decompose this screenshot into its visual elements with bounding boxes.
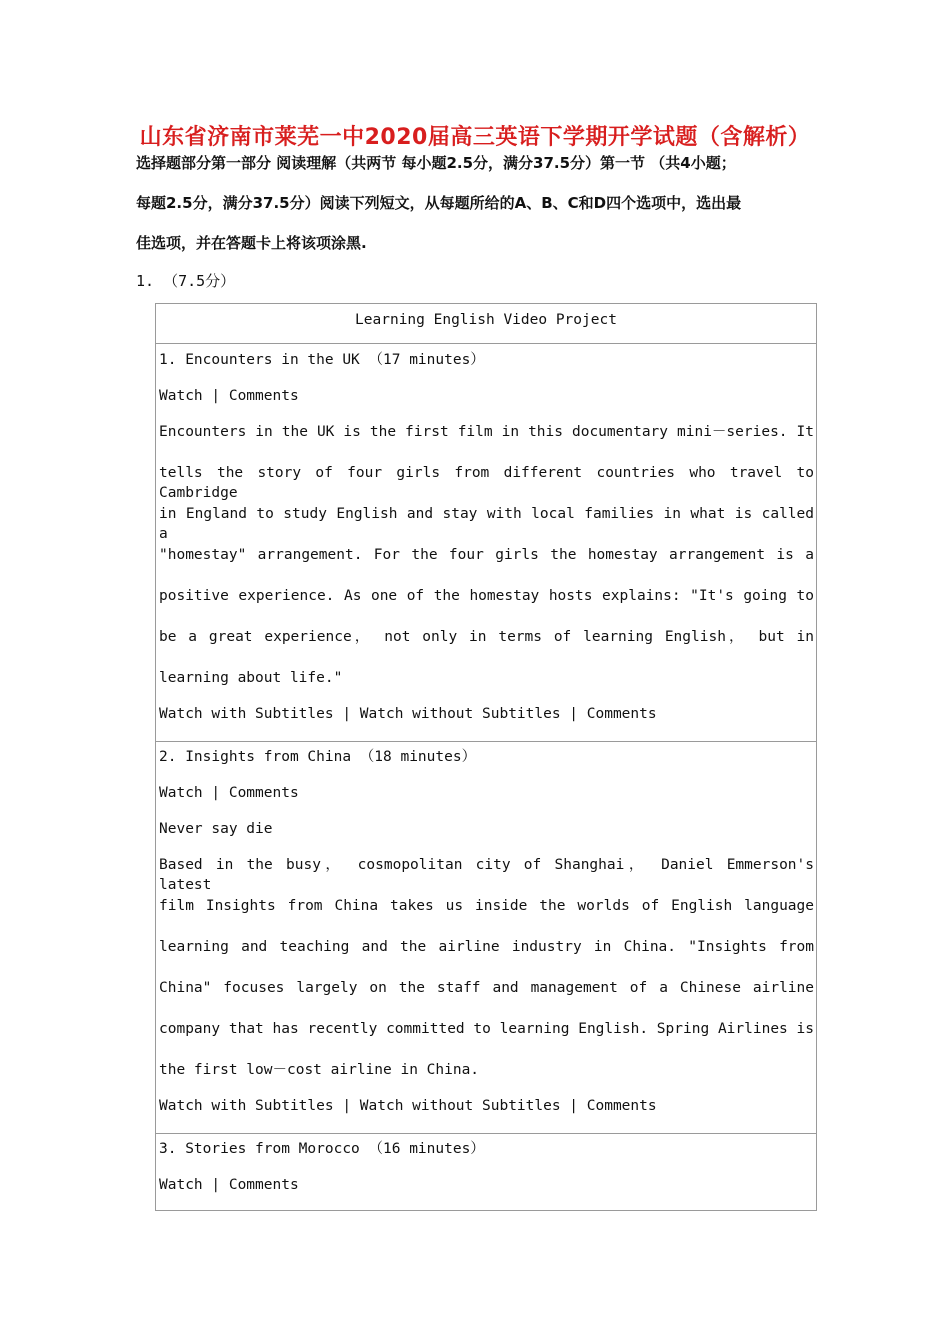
paragraph-line: be a great experience， not only in terms of learning English， but in: [159, 629, 814, 645]
table-heading-row: [156, 304, 816, 344]
paragraph-line: company that has recently committed to learning English. Spring Airlines is: [159, 1021, 814, 1037]
watch-comments-links[interactable]: Watch | Comments: [159, 785, 299, 801]
instructions-line-2: 每题2.5分，满分37.5分）阅读下列短文，从每题所给的A、B、C和D四个选项中，选出最: [136, 194, 742, 212]
paragraph-line: film Insights from China takes us inside the worlds of English language: [159, 898, 814, 914]
video-title: 2. Insights from China （18 minutes）: [159, 749, 477, 765]
paragraph-line: "homestay" arrangement. For the four girls the homestay arrangement is a: [159, 547, 814, 563]
instructions-line-1: 选择题部分第一部分 阅读理解（共两节 每小题2.5分，满分37.5分）第一节 （共4小题；: [136, 154, 736, 172]
video-subtitle: Never say die: [159, 821, 273, 837]
paragraph-line: Encounters in the UK is the first film in this documentary mini－series. It: [159, 424, 814, 440]
paragraph-line: the first low－cost airline in China.: [159, 1062, 480, 1078]
subtitle-links[interactable]: Watch with Subtitles | Watch without Subtitles | Comments: [159, 1098, 657, 1114]
subtitle-links[interactable]: Watch with Subtitles | Watch without Subtitles | Comments: [159, 706, 657, 722]
video-project-table: [155, 303, 817, 1211]
paragraph-line: Based in the busy， cosmopolitan city of Shanghai， Daniel Emmerson's latest: [159, 857, 814, 893]
paragraph-line: learning about life.": [159, 670, 343, 686]
table-heading: Learning English Video Project: [355, 312, 617, 328]
paragraph-line: in England to study English and stay with local families in what is called a: [159, 506, 814, 542]
table-row: [156, 344, 816, 742]
table-row: [156, 1134, 816, 1210]
watch-comments-links[interactable]: Watch | Comments: [159, 1177, 299, 1193]
document-title: 山东省济南市莱芜一中2020届高三英语下学期开学试题（含解析）: [139, 125, 811, 150]
video-title: 3. Stories from Morocco （16 minutes）: [159, 1141, 485, 1157]
paragraph-line: tells the story of four girls from different countries who travel to Cambridge: [159, 465, 814, 501]
paragraph-line: positive experience. As one of the homestay hosts explains: "It's going to: [159, 588, 814, 604]
paragraph-line: China" focuses largely on the staff and management of a Chinese airline: [159, 980, 814, 996]
video-title: 1. Encounters in the UK （17 minutes）: [159, 352, 485, 368]
question-number: 1. （7.5分）: [136, 272, 236, 290]
paragraph-line: learning and teaching and the airline industry in China. "Insights from: [159, 939, 814, 955]
watch-comments-links[interactable]: Watch | Comments: [159, 388, 299, 404]
instructions-line-3: 佳选项，并在答题卡上将该项涂黑.: [136, 234, 367, 252]
table-row: [156, 742, 816, 1134]
